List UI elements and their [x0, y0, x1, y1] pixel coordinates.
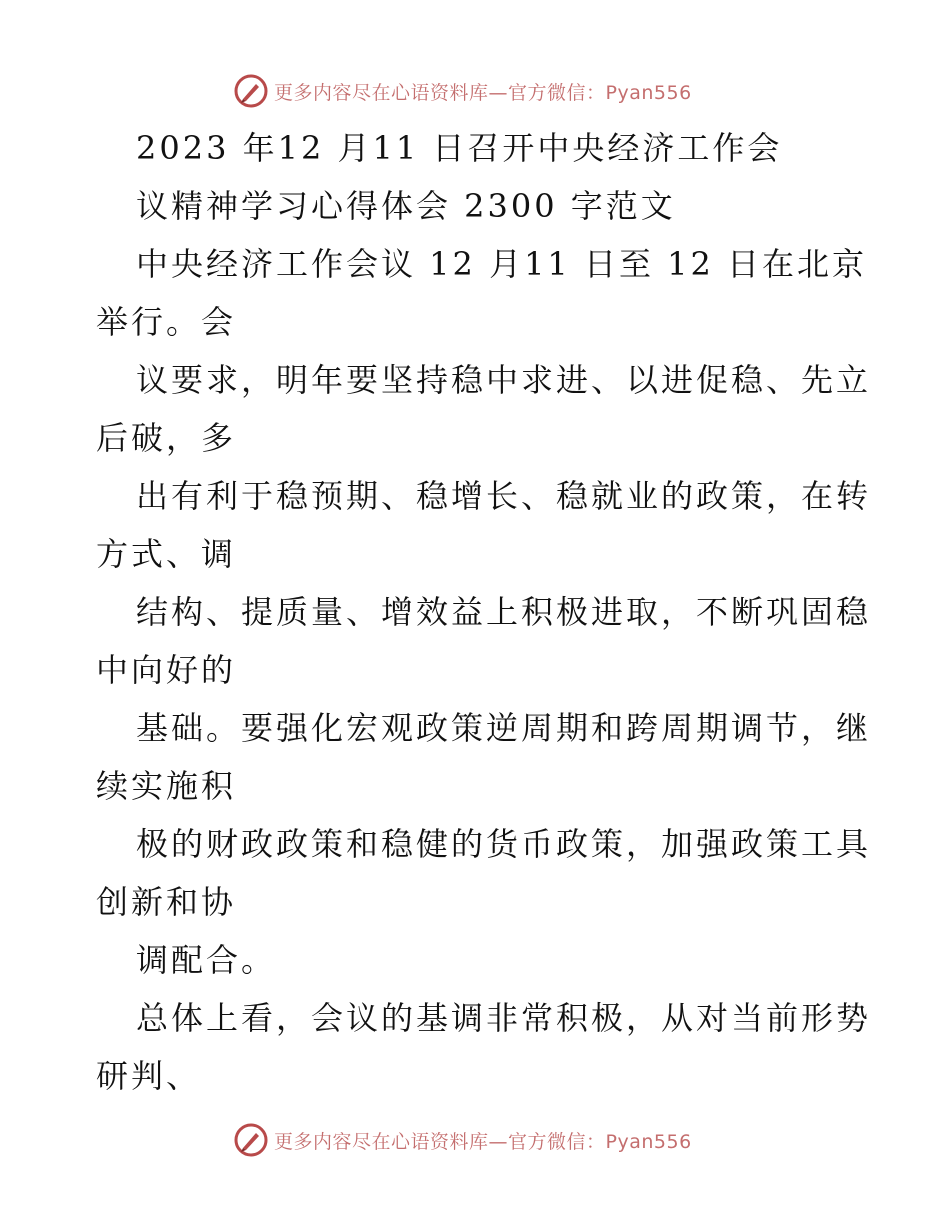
paragraph-line: 后破，多: [96, 419, 237, 457]
paragraph-line: 基础。要强化宏观政策逆周期和跨周期调节，继: [136, 709, 872, 747]
footer-banner-text: 更多内容尽在心语资料库—官方微信：Pyan556: [274, 1130, 692, 1153]
paragraph-line: 方式、调: [96, 535, 237, 573]
pen-circle-logo-icon: [234, 1123, 268, 1157]
paragraph-line: 出有利于稳预期、稳增长、稳就业的政策，在转: [136, 477, 872, 515]
paragraph-line: 议要求，明年要坚持稳中求进、以进促稳、先立: [136, 361, 872, 399]
footer-banner: [0, 1120, 950, 1160]
header-banner: [0, 71, 950, 111]
paragraph-line: 总体上看，会议的基调非常积极，从对当前形势: [136, 999, 872, 1037]
paragraph-line: 调配合。: [136, 941, 277, 979]
document-title-line-1: 2023 年12 月11 日召开中央经济工作会: [136, 129, 783, 167]
paragraph-line: 研判、: [96, 1057, 202, 1095]
paragraph-line: 举行。会: [96, 303, 237, 341]
paragraph-line: 创新和协: [96, 883, 237, 921]
document-title-line-2: 议精神学习心得体会 2300 字范文: [136, 187, 676, 225]
paragraph-line: 中向好的: [96, 651, 237, 689]
paragraph-line: 极的财政政策和稳健的货币政策，加强政策工具: [136, 825, 872, 863]
pen-circle-logo-icon: [234, 74, 268, 108]
paragraph-line: 中央经济工作会议 12 月11 日至 12 日在北京: [136, 245, 868, 283]
paragraph-line: 结构、提质量、增效益上积极进取，不断巩固稳: [136, 593, 872, 631]
header-banner-text: 更多内容尽在心语资料库—官方微信：Pyan556: [274, 81, 692, 104]
paragraph-line: 续实施积: [96, 767, 237, 805]
